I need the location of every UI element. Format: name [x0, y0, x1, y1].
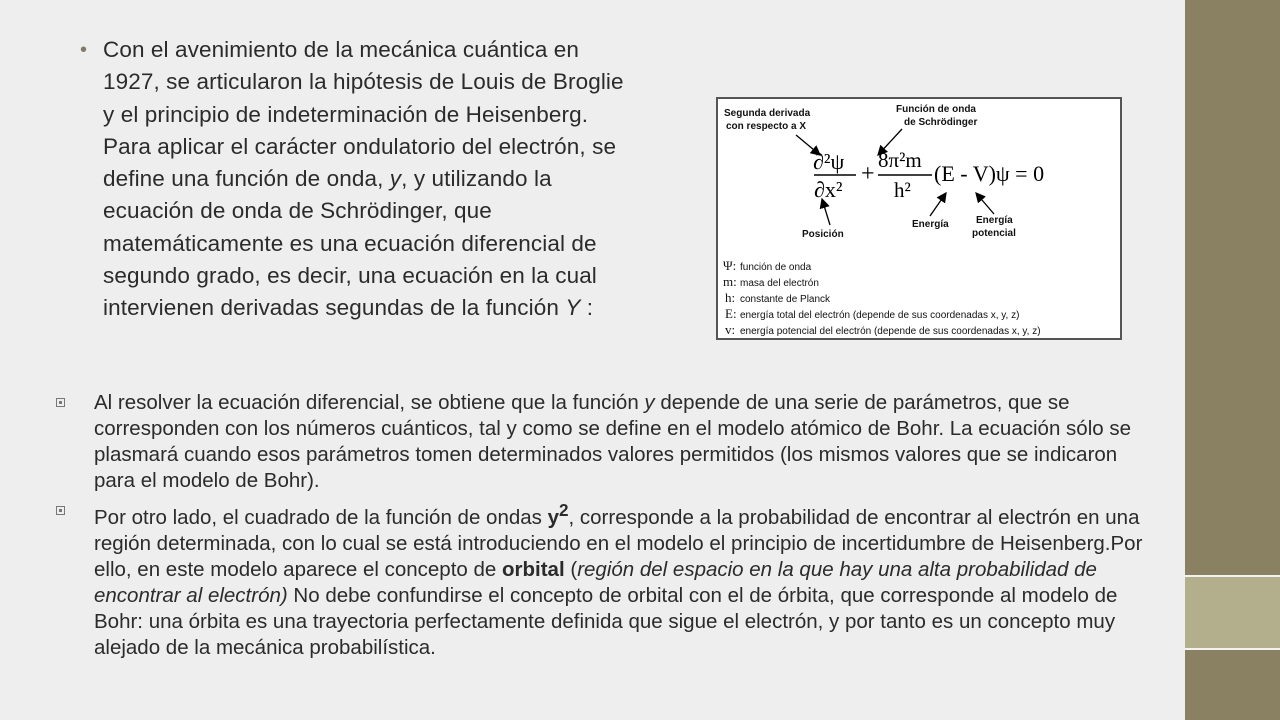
arrow-potential — [976, 193, 994, 214]
intro-paragraph-1: Con el avenimiento de la mecánica cuántica en 1927, se articularon la hipótesis de Louis de Broglie y el principio de indeterminación de Heisenberg. — [103, 37, 624, 127]
b2-symbol — [547, 501, 569, 529]
legend-symbol-m: m: — [723, 274, 737, 289]
decorative-sidebar — [1185, 0, 1280, 720]
intro-p2-part-c: : — [580, 295, 594, 321]
legend-symbol-h: h: — [725, 290, 736, 305]
square-bullet-icon — [56, 506, 65, 515]
b1-part-a: Al resolver la ecuación diferencial, se obtiene que la función — [94, 391, 645, 414]
label-energy: Energía — [912, 219, 949, 230]
b2-part-c: ( — [564, 557, 578, 581]
label-second-derivative-1: Segunda derivada — [724, 108, 811, 119]
equation-diagram — [718, 99, 1120, 338]
label-wave-function-2: de Schrödinger — [904, 117, 978, 128]
label-second-derivative-2: con respecto a X — [726, 121, 807, 132]
list-item-2 — [55, 498, 1155, 661]
intro-p2-var: y — [389, 166, 402, 192]
sidebar-line-bottom — [1185, 648, 1280, 650]
bullet-list — [55, 390, 1155, 665]
eq-second-derivative: ∂²ψ — [813, 149, 845, 174]
intro-p2-var2: Y — [565, 295, 581, 321]
b2-part-a: Por otro lado, el cuadrado de la función de ondas — [94, 505, 548, 529]
sidebar-band — [1185, 577, 1280, 648]
sidebar-line-top — [1185, 575, 1280, 577]
legend-text-m: masa del electrón — [740, 278, 819, 289]
label-position: Posición — [802, 229, 844, 240]
legend-text-v: energía potencial del electrón (depende de sus coordenadas x, y, z) — [740, 326, 1041, 337]
schrodinger-equation-figure — [716, 97, 1122, 340]
list-item-1 — [55, 390, 1155, 494]
intro-paragraph-2 — [103, 131, 640, 325]
legend-text-psi: función de onda — [740, 262, 812, 273]
legend-symbol-e: E: — [725, 306, 737, 321]
label-wave-function-1: Función de onda — [896, 104, 976, 115]
legend-text-e: energía total del electrón (depende de sus coordenadas x, y, z) — [740, 310, 1020, 321]
label-potential-2: potencial — [972, 228, 1016, 239]
intro-p2-part-a: Para aplicar el carácter ondulatorio del electrón, se define una función de onda, — [103, 133, 617, 192]
b2-sup: 2 — [559, 501, 569, 520]
intro-bullet — [80, 34, 640, 325]
b1-part-b: depende de una serie de parámetros, que se corresponden con los números cuánticos, tal y como se define en el modelo atómico de Bohr. La ecuación sólo se plasmará cuando esos parámetros tomen determinados valores permitidos (los mismos valores que se indicaron para el modelo de Bohr). — [94, 391, 1131, 492]
b2-sym: y — [547, 505, 559, 529]
square-bullet-icon — [56, 398, 65, 407]
eq-plus: + — [861, 161, 875, 187]
b2-italic: región del espacio en la que hay una alta probabilidad de encontrar al electrón) — [94, 557, 1097, 607]
eq-denominator: h² — [894, 178, 911, 202]
b2-part-d: No debe confundirse el concepto de orbital con el de órbita, que corresponde al modelo de Bohr: una órbita es una trayectoria perfectamente definida que sigue el electrón, y por tanto es un concepto muy alejado de la mecánica probabilística. — [94, 583, 1118, 659]
legend-symbol-psi: Ψ: — [723, 258, 737, 273]
label-potential-1: Energía — [976, 215, 1013, 226]
bullet-dot-icon: • — [80, 39, 88, 61]
b2-part-b: , corresponde a la probabilidad de encontrar al electrón en una región determinada, con lo cual se está introduciendo en el modelo el principio de incertidumbre de Heisenberg.Por ello, en este modelo aparece el concepto de — [94, 505, 1143, 581]
arrow-energy — [930, 193, 946, 216]
intro-text — [103, 34, 640, 325]
eq-dx2: ∂x² — [814, 177, 843, 202]
eq-numerator: 8π²m — [878, 148, 922, 172]
intro-p2-part-b: , y utilizando la ecuación de onda de Schrödinger, que matemáticamente es una ecuación diferencial de segundo grado, es decir, una ecuación en la cual intervienen derivadas segundas de la función — [103, 166, 597, 321]
legend-text-h: constante de Planck — [740, 294, 831, 305]
arrow-position — [822, 199, 830, 225]
eq-rest: (E - V)ψ = 0 — [934, 161, 1045, 186]
legend-list — [723, 258, 1041, 337]
b1-var: y — [644, 391, 655, 414]
legend-symbol-v: v: — [725, 322, 736, 337]
b2-orbital: orbital — [502, 557, 565, 581]
